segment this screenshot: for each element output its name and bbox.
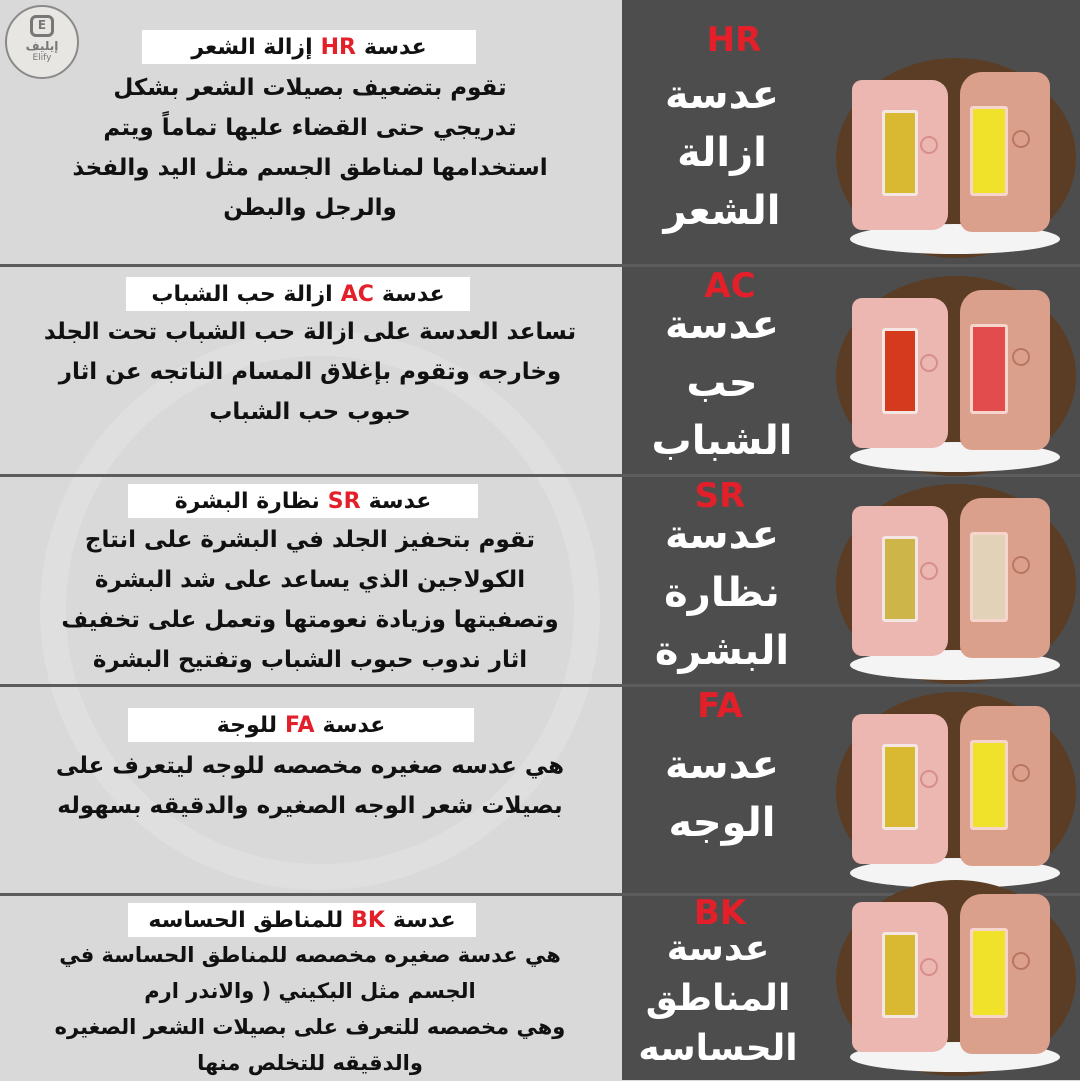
- label-line: عدسة: [664, 512, 780, 558]
- lens-window: [882, 328, 918, 414]
- lens-window: [882, 932, 918, 1018]
- lens-code-label: HR: [706, 20, 762, 60]
- title-name: للوجة: [216, 712, 277, 738]
- lens-window: [970, 928, 1008, 1018]
- lens-head-back: [960, 706, 1050, 866]
- lens-title: [128, 903, 476, 937]
- lens-description: [10, 520, 610, 680]
- lens-product-image: [828, 58, 1078, 258]
- lens-head-front: [852, 506, 948, 656]
- title-prefix: عدسة: [392, 907, 456, 933]
- label-line: الشعر: [663, 188, 781, 234]
- description-line: تدريجي حتى القضاء عليها تماماً ويتم: [103, 115, 517, 141]
- lens-title: [126, 277, 470, 311]
- logo-mark-icon: E: [30, 15, 54, 37]
- title-prefix: عدسة: [368, 488, 432, 514]
- title-name: إزالة الشعر: [191, 34, 313, 60]
- lens-code-label: BK: [693, 893, 747, 933]
- title-name: للمناطق الحساسه: [148, 907, 344, 933]
- label-line: الحساسه: [638, 1028, 798, 1069]
- lens-head-back: [960, 894, 1050, 1054]
- lens-big-label: [632, 506, 812, 680]
- description-line: الجسم مثل البكيني ( والاندر ارم: [144, 979, 476, 1003]
- description-line: تقوم بتضعيف بصيلات الشعر بشكل: [113, 75, 507, 101]
- title-prefix: عدسة: [381, 281, 445, 307]
- lens-product-image: [828, 692, 1078, 892]
- description-line: والدقيقه للتخلص منها: [197, 1051, 423, 1075]
- label-line: عدسة: [664, 742, 780, 788]
- label-line: المناطق: [645, 978, 791, 1019]
- lens-description: [10, 937, 610, 1081]
- lens-product-image: [828, 880, 1078, 1076]
- lens-product-image: [828, 484, 1078, 684]
- description-line: وتصفيتها وزيادة نعومتها وتعمل على تخفيف: [61, 607, 559, 633]
- description-line: وهي مخصصه للتعرف على بصيلات الشعر الصغيره: [54, 1015, 566, 1039]
- description-line: هي عدسة صغيره مخصصه للمناطق الحساسة في: [59, 943, 561, 967]
- lens-code: AC: [340, 281, 374, 307]
- label-line: الشباب: [651, 418, 793, 464]
- lens-product-image: [828, 276, 1078, 476]
- lens-title: [142, 30, 476, 64]
- lens-description: [10, 746, 610, 826]
- lens-head-back: [960, 290, 1050, 450]
- description-line: بصيلات شعر الوجه الصغيره والدقيقه بسهوله: [57, 793, 563, 819]
- lens-window: [970, 106, 1008, 196]
- logo-english-text: Elify: [32, 53, 52, 63]
- lens-big-label: [628, 924, 808, 1074]
- lens-title: [128, 708, 474, 742]
- description-line: اثار ندوب حبوب الشباب وتفتيح البشرة: [92, 647, 528, 673]
- title-prefix: عدسة: [322, 712, 386, 738]
- lens-window: [882, 110, 918, 196]
- lens-code-label: AC: [704, 266, 756, 306]
- label-line: نظارة: [664, 570, 780, 616]
- label-line: ازالة: [677, 130, 767, 176]
- lens-description: [10, 312, 610, 432]
- lens-head-back: [960, 498, 1050, 658]
- lens-head-back: [960, 72, 1050, 232]
- lens-code: FA: [285, 712, 315, 738]
- lens-head-front: [852, 298, 948, 448]
- lens-code: BK: [351, 907, 385, 933]
- lens-head-front: [852, 902, 948, 1052]
- label-line: عدسة: [664, 72, 780, 118]
- lens-big-label: [632, 296, 812, 470]
- description-line: تساعد العدسة على ازالة حب الشباب تحت الجلد: [43, 319, 577, 345]
- lens-description: [10, 68, 610, 228]
- label-line: الوجه: [668, 800, 776, 846]
- title-name: ازالة حب الشباب: [151, 281, 333, 307]
- lens-code-label: SR: [694, 476, 746, 516]
- lens-window: [970, 324, 1008, 414]
- section-divider: [0, 684, 1080, 687]
- section-divider: [0, 264, 1080, 267]
- description-line: حبوب حب الشباب: [209, 399, 411, 425]
- lens-window: [970, 740, 1008, 830]
- lens-title: [128, 484, 478, 518]
- description-line: هي عدسه صغيره مخصصه للوجه ليتعرف على: [55, 753, 565, 779]
- lens-code: SR: [327, 488, 361, 514]
- title-prefix: عدسة: [363, 34, 427, 60]
- lens-head-front: [852, 714, 948, 864]
- description-line: الكولاجين الذي يساعد على شد البشرة: [94, 567, 526, 593]
- lens-window: [970, 532, 1008, 622]
- lens-window: [882, 536, 918, 622]
- description-line: وخارجه وتقوم بإغلاق المسام الناتجه عن اثار: [58, 359, 562, 385]
- lens-big-label: [632, 736, 812, 852]
- lens-head-front: [852, 80, 948, 230]
- description-line: استخدامها لمناطق الجسم مثل اليد والفخذ: [72, 155, 548, 181]
- description-line: تقوم بتحفيز الجلد في البشرة على انتاج: [84, 527, 536, 553]
- lens-code-label: FA: [697, 686, 743, 726]
- title-name: نظارة البشرة: [174, 488, 320, 514]
- lens-window: [882, 744, 918, 830]
- label-line: عدسة: [664, 302, 780, 348]
- lens-big-label: [632, 66, 812, 240]
- logo-arabic-text: إيليف: [25, 39, 59, 53]
- description-line: والرجل والبطن: [223, 195, 397, 221]
- label-line: حب: [686, 360, 758, 406]
- lens-code: HR: [320, 34, 356, 60]
- label-line: البشرة: [654, 628, 790, 674]
- label-line: عدسة: [666, 928, 770, 969]
